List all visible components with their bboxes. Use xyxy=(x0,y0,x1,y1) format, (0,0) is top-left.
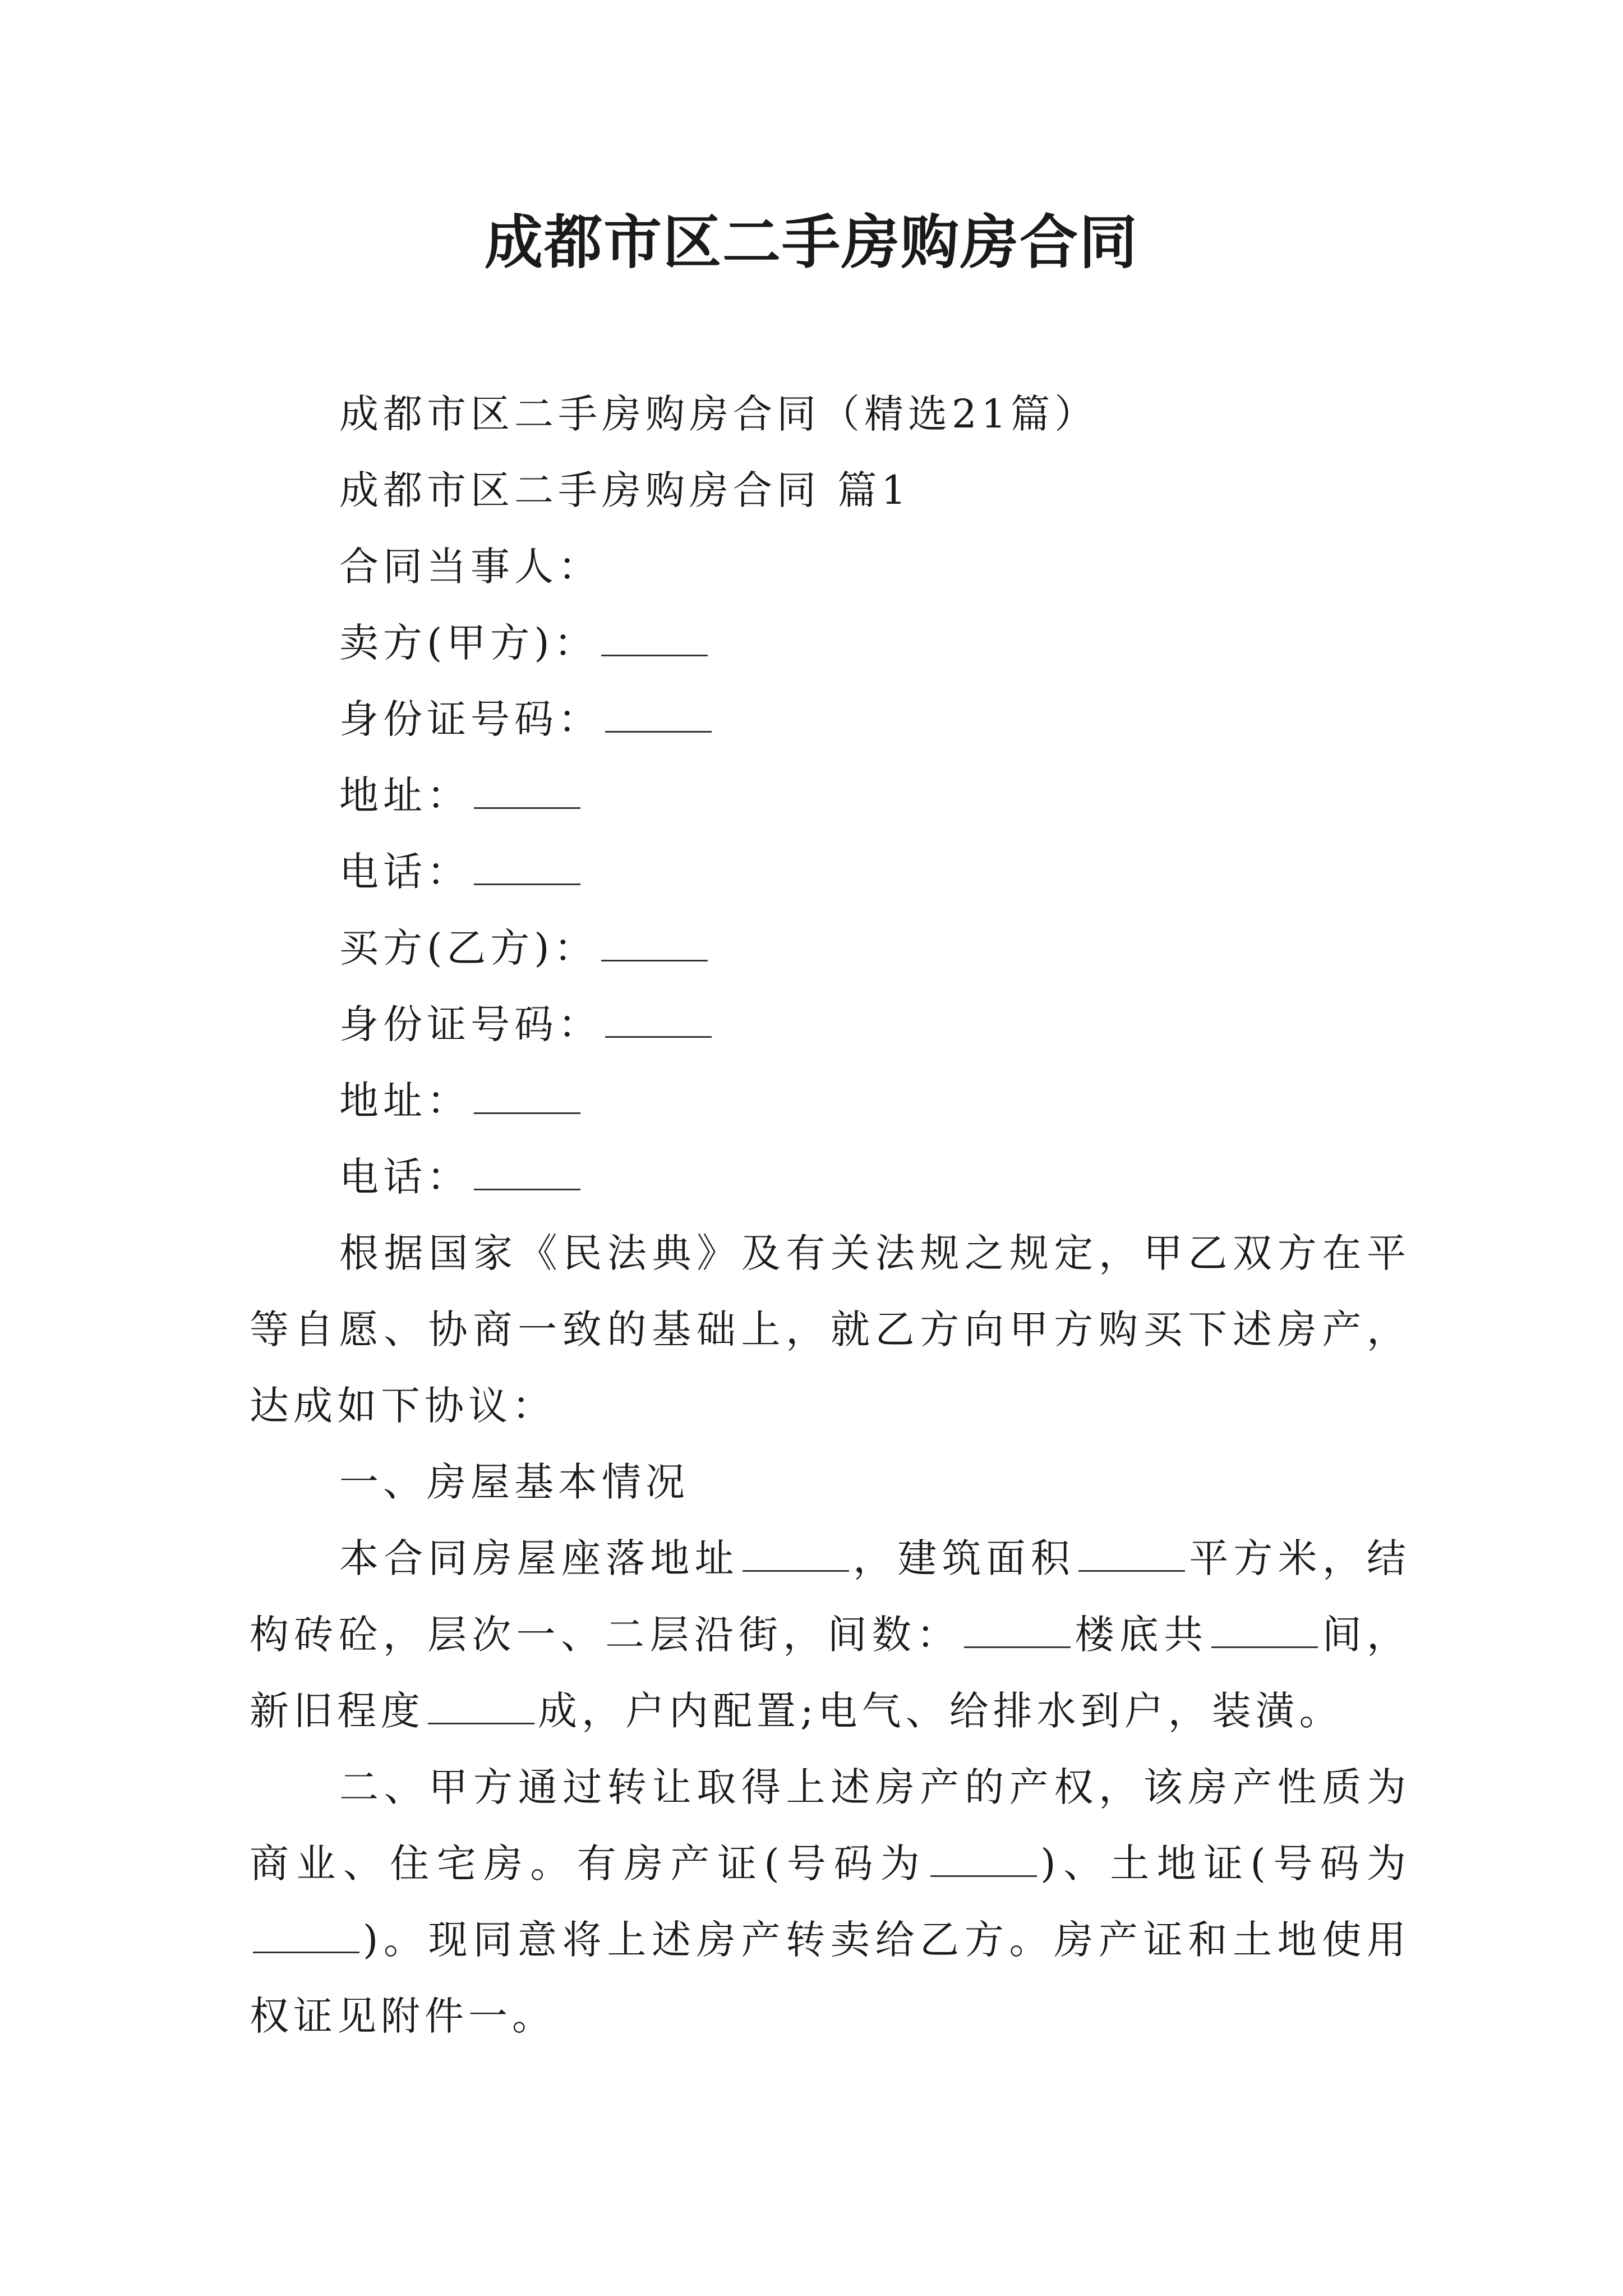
clause1-paragraph xyxy=(250,1520,1410,1749)
clause1-text-2: ，建筑面积 xyxy=(852,1535,1076,1581)
floor-rooms-blank[interactable] xyxy=(1211,1646,1318,1648)
buyer-id-line xyxy=(250,986,1410,1062)
seller-address-label: 地址： xyxy=(339,772,471,818)
clause1-text-5: 间，新旧程度 xyxy=(250,1612,1411,1734)
seller-phone-label: 电话： xyxy=(339,849,471,895)
document-body xyxy=(250,376,1410,2054)
clause2-text-1: 二、甲方通过转让取得上述房产的产权，该房产性质为商业、住宅房。有房产证(号码为 xyxy=(250,1764,1410,1887)
seller-address-line xyxy=(250,757,1410,834)
clause2-paragraph xyxy=(250,1749,1410,2054)
clause1-text-4: 楼底共 xyxy=(1074,1612,1209,1658)
seller-phone-line xyxy=(250,834,1410,910)
clause2-text-2: )、土地证(号码为 xyxy=(1040,1841,1411,1887)
buyer-id-blank[interactable] xyxy=(605,1036,712,1038)
document-title: 成都市区二手房购房合同 xyxy=(484,208,1138,277)
seller-phone-blank[interactable] xyxy=(474,883,580,885)
clause2-text-3: )。现同意将上述房产转卖给乙方。房产证和土地使用权证见附件一。 xyxy=(250,1917,1410,2039)
buyer-address-blank[interactable] xyxy=(474,1112,580,1114)
seller-address-blank[interactable] xyxy=(474,807,580,809)
clause1-text-6: 成，户内配置;电气、给排水到户，装潢。 xyxy=(538,1688,1343,1734)
buyer-phone-line xyxy=(250,1139,1410,1215)
buyer-phone-label: 电话： xyxy=(339,1154,471,1200)
land-cert-blank[interactable] xyxy=(253,1951,359,1953)
buyer-address-line xyxy=(250,1062,1410,1139)
rooms-blank[interactable] xyxy=(964,1646,1071,1648)
property-cert-blank[interactable] xyxy=(930,1875,1037,1877)
buyer-name-blank[interactable] xyxy=(601,959,708,961)
clause1-heading: 一、房屋基本情况 xyxy=(339,1459,689,1505)
condition-blank[interactable] xyxy=(428,1722,534,1724)
clause1-text-3: 平方米，结构砖砼，层次一、二层沿街，间数： xyxy=(250,1535,1411,1658)
buyer-label: 买方(乙方)： xyxy=(339,925,598,971)
seller-id-line xyxy=(250,681,1410,757)
area-blank[interactable] xyxy=(1078,1570,1185,1572)
buyer-line xyxy=(250,910,1410,986)
address-blank[interactable] xyxy=(743,1570,849,1572)
subtitle: 成都市区二手房购房合同（精选21篇） xyxy=(339,391,1099,437)
clause1-text-1: 本合同房屋座落地址 xyxy=(339,1535,739,1581)
seller-name-blank[interactable] xyxy=(601,654,708,656)
intro-paragraph: 根据国家《民法典》及有关法规之规定，甲乙双方在平等自愿、协商一致的基础上，就乙方向甲方购买下述房产，达成如下协议： xyxy=(250,1230,1410,1429)
parties-label: 合同当事人： xyxy=(339,544,602,590)
seller-id-blank[interactable] xyxy=(605,730,712,733)
seller-id-label: 身份证号码： xyxy=(339,696,602,742)
section-heading: 成都市区二手房购房合同 篇1 xyxy=(339,467,911,513)
seller-label: 卖方(甲方)： xyxy=(339,620,598,666)
buyer-id-label: 身份证号码： xyxy=(339,1001,602,1047)
seller-line xyxy=(250,605,1410,681)
buyer-address-label: 地址： xyxy=(339,1078,471,1124)
buyer-phone-blank[interactable] xyxy=(474,1188,580,1190)
